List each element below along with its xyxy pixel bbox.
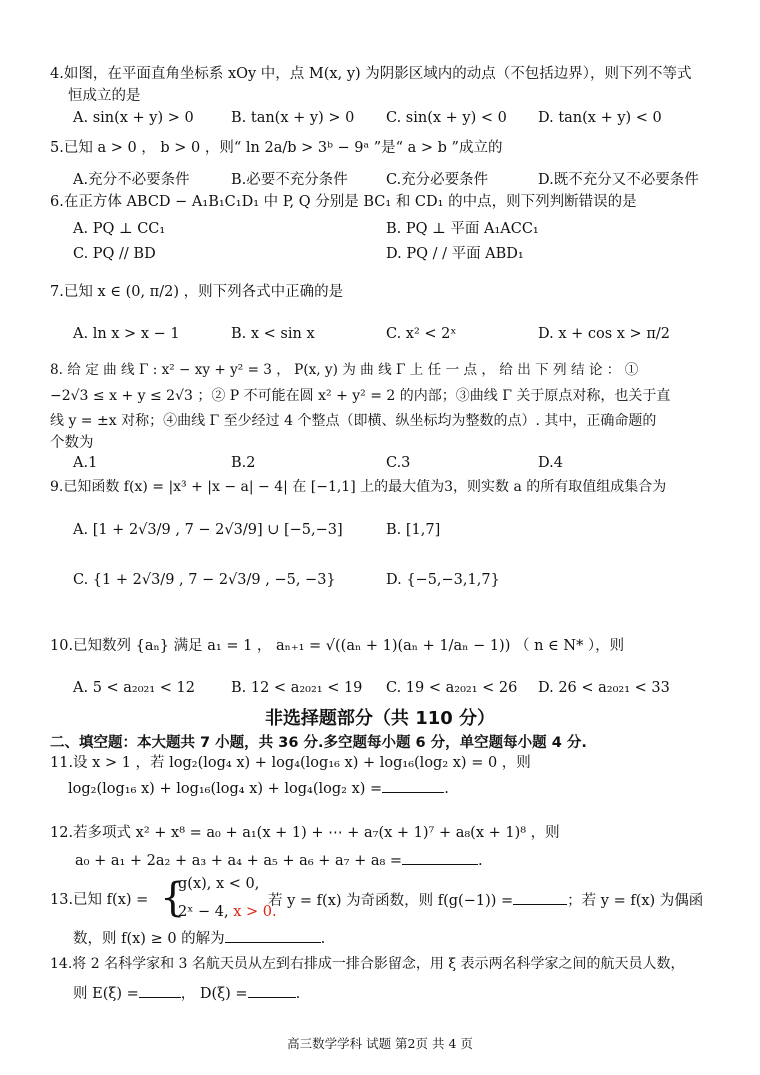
q13-even-answer-blank[interactable] bbox=[225, 928, 321, 943]
page-footer: 高三数学学科 试题 第2页 共 4 页 bbox=[287, 1036, 473, 1051]
q14-variance-blank[interactable] bbox=[248, 983, 296, 998]
q6-stem: 6.在正方体 ABCD − A₁B₁C₁D₁ 中 P, Q 分别是 BC₁ 和 CD₁ 的中点，则下列判断错误的是 bbox=[50, 194, 637, 210]
q8-line4: 个数为 bbox=[50, 435, 94, 451]
q4-option-c: C. sin(x + y) < 0 bbox=[386, 110, 507, 126]
q14-expectation-blank[interactable] bbox=[139, 983, 181, 998]
q7-option-c: C. x² < 2ˣ bbox=[386, 326, 457, 342]
q14-expectation-text: 则 E(ξ) = bbox=[73, 986, 139, 1002]
section-2-heading: 二、填空题：本大题共 7 小题，共 36 分.多空题每小题 6 分，单空题每小题 4 分. bbox=[50, 735, 587, 751]
q13-mid bbox=[268, 890, 703, 911]
q6-option-d: D. PQ / / 平面 ABD₁ bbox=[386, 246, 524, 262]
q8-option-c: C.3 bbox=[386, 455, 411, 471]
q10-option-d: D. 26 < a₂₀₂₁ < 33 bbox=[538, 680, 670, 696]
q10-option-b: B. 12 < a₂₀₂₁ < 19 bbox=[231, 680, 363, 696]
q13-lead: 13.已知 f(x) = bbox=[50, 892, 149, 908]
q5-stem: 5.已知 a > 0 ， b > 0 ，则“ ln 2a/b > 3ᵇ − 9ᵃ ”是“ a > b ”成立的 bbox=[50, 140, 503, 156]
q9-option-b: B. [1,7] bbox=[386, 522, 441, 538]
q8-option-b: B.2 bbox=[231, 455, 256, 471]
q14-variance-text: ， D(ξ) = bbox=[180, 986, 248, 1002]
q6-option-b: B. PQ ⊥ 平面 A₁ACC₁ bbox=[386, 221, 539, 237]
q11-expression: log₂(log₁₆ x) + log₁₆(log₄ x) + log₄(log₂ x) = bbox=[68, 781, 383, 797]
q11-line1: 11.设 x > 1 ，若 log₂(log₄ x) + log₄(log₁₆ x) + log₁₆(log₂ x) = 0 ，则 bbox=[50, 755, 531, 771]
q13-even-text: ；若 y = f(x) 为偶函 bbox=[567, 893, 704, 909]
part-heading: 非选择题部分（共 110 分） bbox=[264, 708, 496, 729]
q13-line2: 数，则 f(x) ≥ 0 的解为 . bbox=[73, 928, 325, 949]
q7-option-d: D. x + cos x > π/2 bbox=[538, 326, 670, 342]
q4-option-d: D. tan(x + y) < 0 bbox=[538, 110, 662, 126]
q11-answer-blank[interactable] bbox=[382, 778, 444, 793]
q12-expression: a₀ + a₁ + 2a₂ + a₃ + a₄ + a₅ + a₆ + a₇ + a₈ = bbox=[75, 853, 403, 869]
q4-option-b: B. tan(x + y) > 0 bbox=[231, 110, 355, 126]
q5-option-d: D.既不充分又不必要条件 bbox=[538, 172, 699, 188]
q4-stem-line1: 4.如图，在平面直角坐标系 xOy 中，点 M(x, y) 为阴影区域内的动点（不包括边界），则下列不等式 bbox=[50, 66, 692, 82]
q6-option-c: C. PQ // BD bbox=[73, 246, 156, 262]
q4-option-a: A. sin(x + y) > 0 bbox=[73, 110, 194, 126]
q5-option-a: A.充分不必要条件 bbox=[73, 172, 190, 188]
q7-stem: 7.已知 x ∈ (0, π/2) ，则下列各式中正确的是 bbox=[50, 284, 344, 300]
q7-option-b: B. x < sin x bbox=[231, 326, 315, 342]
q13-brace: { bbox=[160, 875, 186, 921]
q8-line3: 线 y = ±x 对称；④曲线 Γ 至少经过 4 个整点（即横、纵坐标均为整数的点）. 其中，正确命题的 bbox=[50, 413, 657, 429]
q4-stem-line2: 恒成立的是 bbox=[68, 88, 141, 104]
q9-stem: 9.已知函数 f(x) = |x³ + |x − a| − 4| 在 [−1,1] 上的最大值为3，则实数 a 的所有取值组成集合为 bbox=[50, 479, 667, 495]
q8-line1: 8. 给 定 曲 线 Γ : x² − xy + y² = 3 ， P(x, y) 为 曲 线 Γ 上 任 一 点 ， 给 出 下 列 结 论 ： ① bbox=[50, 362, 639, 378]
q12-line2: a₀ + a₁ + 2a₂ + a₃ + a₄ + a₅ + a₆ + a₇ + a₈ = . bbox=[75, 850, 483, 871]
q5-option-c: C.充分必要条件 bbox=[386, 172, 489, 188]
q14-line2: 则 E(ξ) = ， D(ξ) = . bbox=[73, 983, 300, 1004]
q8-option-d: D.4 bbox=[538, 455, 563, 471]
q13-case2-expr: 2ˣ − 4, bbox=[178, 904, 234, 920]
q13-case2 bbox=[178, 902, 277, 922]
q10-option-a: A. 5 < a₂₀₂₁ < 12 bbox=[73, 680, 195, 696]
q6-option-a: A. PQ ⊥ CC₁ bbox=[73, 221, 166, 237]
q9-option-d: D. {−5,−3,1,7} bbox=[386, 572, 500, 588]
q9-option-c: C. {1 + 2√3/9 , 7 − 2√3/9 , −5, −3} bbox=[73, 572, 336, 588]
q5-option-b: B.必要不充分条件 bbox=[231, 172, 348, 188]
q12-line1: 12.若多项式 x² + x⁸ = a₀ + a₁(x + 1) + ⋯ + a₇(x + 1)⁷ + a₈(x + 1)⁸ ，则 bbox=[50, 825, 560, 841]
q13-case1: g(x), x < 0, bbox=[178, 876, 260, 892]
q13-odd-text: 若 y = f(x) 为奇函数，则 f(g(−1)) = bbox=[268, 893, 514, 909]
q9-option-a: A. [1 + 2√3/9 , 7 − 2√3/9] ∪ [−5,−3] bbox=[73, 522, 343, 538]
q8-line2: −2√3 ≤ x + y ≤ 2√3 ；② P 不可能在圆 x² + y² = 2 的内部；③曲线 Γ 关于原点对称，也关于直 bbox=[50, 388, 671, 404]
q10-stem: 10.已知数列 {aₙ} 满足 a₁ = 1 ， aₙ₊₁ = √((aₙ + 1)(aₙ + 1/aₙ − 1)) （ n ∈ N* ），则 bbox=[50, 638, 625, 654]
q11-line2: log₂(log₁₆ x) + log₁₆(log₄ x) + log₄(log₂ x) = . bbox=[68, 778, 449, 799]
q12-answer-blank[interactable] bbox=[402, 850, 478, 865]
q14-line1: 14.将 2 名科学家和 3 名航天员从左到右排成一排合影留念，用 ξ 表示两名科学家之间的航天员人数， bbox=[50, 956, 685, 972]
q10-option-c: C. 19 < a₂₀₂₁ < 26 bbox=[386, 680, 518, 696]
q13-odd-answer-blank[interactable] bbox=[513, 890, 567, 905]
q7-option-a: A. ln x > x − 1 bbox=[73, 326, 180, 342]
q13-even-solution-text: 数，则 f(x) ≥ 0 的解为 bbox=[73, 931, 225, 947]
q8-option-a: A.1 bbox=[73, 455, 98, 471]
q13-case2-condition: x > 0. bbox=[233, 904, 277, 920]
